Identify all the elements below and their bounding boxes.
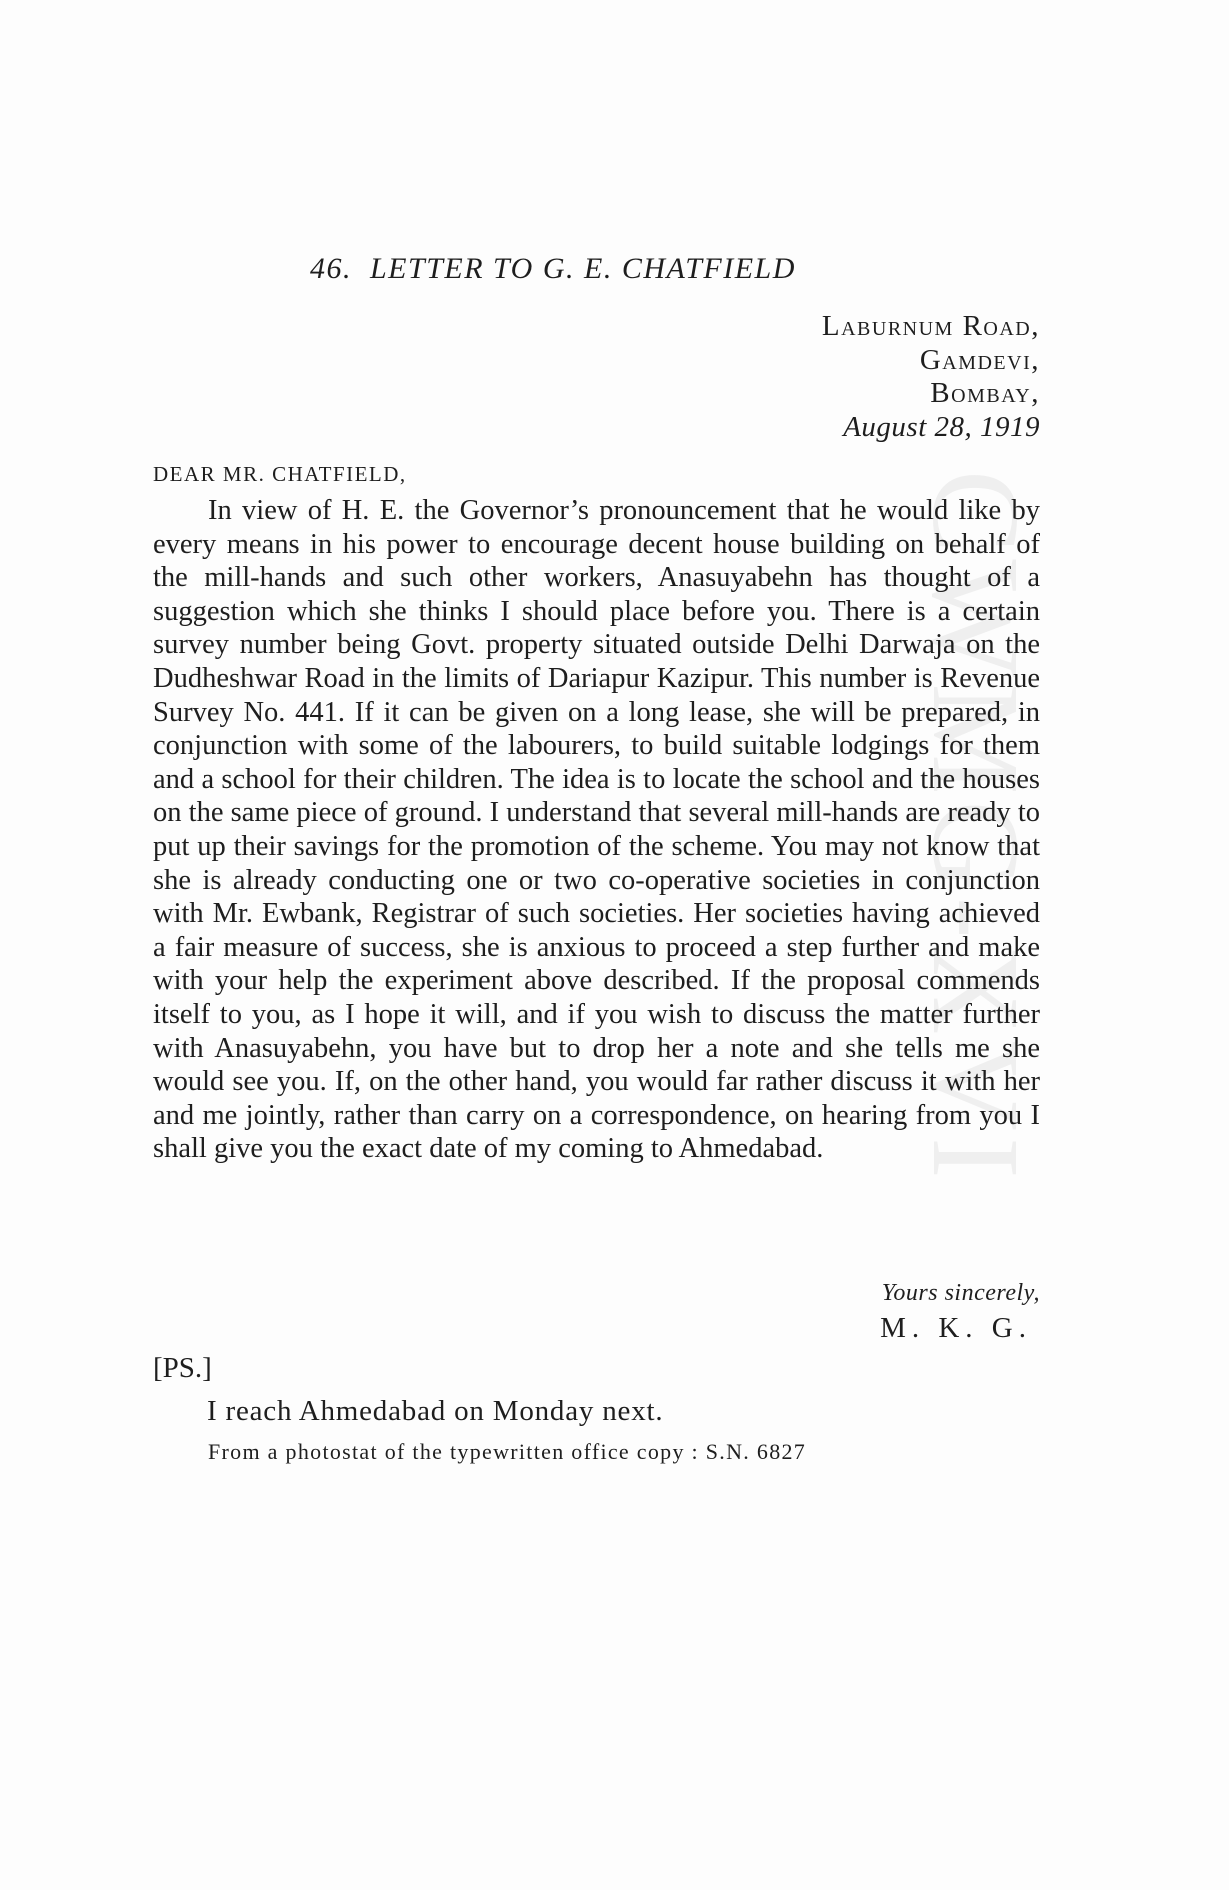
letter-number: 46.	[310, 252, 352, 285]
postscript-text: I reach Ahmedabad on Monday next.	[207, 1395, 664, 1427]
complimentary-close: Yours sincerely,	[881, 1280, 1040, 1306]
sender-address	[822, 310, 1040, 444]
letter-closing	[880, 1278, 1040, 1348]
letter-page	[148, 0, 1044, 1890]
letter-title: LETTER TO G. E. CHATFIELD	[370, 252, 796, 285]
signature-initials: M. K. G.	[880, 1312, 1032, 1344]
letter-date: August 28, 1919	[843, 410, 1040, 443]
source-note: From a photostat of the typewritten office copy : S.N. 6827	[208, 1439, 807, 1464]
body-paragraph: In view of H. E. the Governor’s pronouncement that he would like by every means in his power to encourage decent house building on behalf of the mill-hands and such other workers, Anasuyabehn has thought of a suggestion which she thinks I should place before you. There is a certain survey number being Govt. property situated outside Delhi Darwaja on the Dudheshwar Road in the limits of Dariapur Kazipur. This number is Revenue Survey No. 441. If it can be given on a long lease, she will be prepared, in conjunction with some of the labourers, to build suitable lodgings for them and a school for their children. The idea is to locate the school and the houses on the same piece of ground. I understand that several mill-hands are ready to put up their savings for the promotion of the scheme. You may not know that she is already conducting one or two co-operative societies in conjunction with Mr. Ewbank, Registrar of such societies. Her societies having achieved a fair measure of success, she is anxious to proceed a step further and make with your help the experiment above described. If the proposal commends itself to you, as I hope it will, and if you wish to discuss the matter further with Anasuyabehn, you have but to drop her a note and she tells me she would see you. If, on the other hand, you would far rather discuss it with her and me jointly, rather than carry on a correspondence, on hearing from you I shall give you the exact date of my coming to Ahmedabad.	[153, 495, 1040, 1165]
postscript-label: [PS.]	[153, 1352, 212, 1384]
letter-heading	[310, 252, 796, 286]
address-line-3: Bombay,	[930, 377, 1040, 409]
address-line-1: Laburnum Road,	[821, 310, 1040, 342]
address-line-2: Gamdevi,	[919, 343, 1040, 376]
watermark: CWMG-XVI	[906, 470, 1044, 1185]
letter-body	[153, 494, 1040, 1166]
salutation: DEAR MR. CHATFIELD,	[153, 462, 407, 486]
